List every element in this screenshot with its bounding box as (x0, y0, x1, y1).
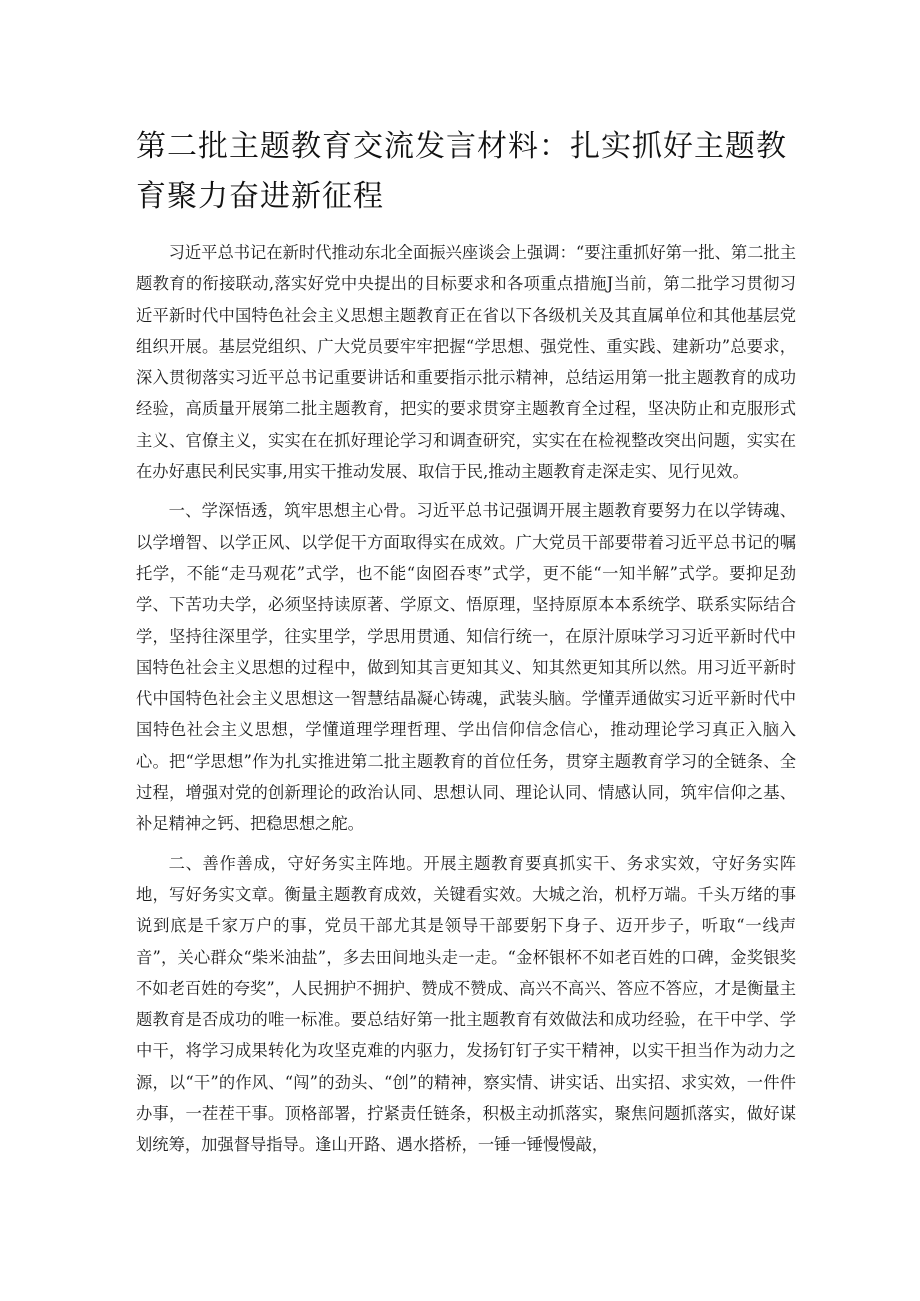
document-body (136, 237, 796, 1169)
paragraph-section-1: 一、学深悟透，筑牢思想主心骨。习近平总书记强调开展主题教育要努力在以学铸魂、以学增智、以学正风、以学促干方面取得实在成效。广大党员干部要带着习近平总书记的嘱托学，不能“走马观花”式学，也不能“囱囵吞枣”式学，更不能“一知半解”式学。要抑足劲学、下苦功夫学，必须坚持读原著、学原文、悟原理，坚持原原本本系统学、联系实际结合学，坚持往深里学，往实里学，学思用贯通、知信行统一，在原汁原味学习习近平新时代中国特色社会主义思想的过程中，做到知其言更知其义、知其然更知其所以然。用习近平新时代中国特色社会主义思想这一智慧结晶凝心铸魂，武装头脑。学懂弄通做实习近平新时代中国特色社会主义思想，学懂道理学理哲理、学出信仰信念信心，推动理论学习真正入脑入心。把“学思想”作为扎实推进第二批主题教育的首位任务，贯穿主题教育学习的全链条、全过程，增强对党的创新理论的政治认同、思想认同、理论认同、情感认同，筑牢信仰之基、补足精神之钙、把稳思想之舵。 (136, 501, 796, 834)
paragraph-section-2: 二、善作善成，守好务实主阵地。开展主题教育要真抓实干、务求实效，守好务实阵地，写好务实文章。衡量主题教育成效，关键看实效。大城之治，机杼万端。千头万绪的事说到底是千家万户的事，党员干部尤其是领导干部要躬下身子、迈开步子，听取“一线声音”，关心群众“柴米油盐”，多去田间地头走一走。“金杯银杯不如老百姓的口碑，金奖银奖不如老百姓的夸奖”，人民拥护不拥护、赞成不赞成、高兴不高兴、答应不答应，才是衡量主题教育是否成功的唯一标准。要总结好第一批主题教育有效做法和成功经验，在干中学、学中干，将学习成果转化为攻坚克难的内驱力，发扬钉钉子实干精神，以实干担当作为动力之源，以“干”的作风、“闯”的劲头、“创”的精神，察实情、讲实话、出实招、求实效，一件件办事，一茬茬干事。顶格部署，拧紧责任链条，积极主动抓落实，聚焦问题抓落实，做好谋划统筹，加强督导指导。逢山开路、遇水搭桥，一锤一锤慢慢敲， (136, 853, 796, 1155)
paragraph-intro: 习近平总书记在新时代推动东北全面振兴座谈会上强调：“要注重抓好第一批、第二批主题教育的衔接联动,落实好党中央提出的目标要求和各项重点措施J当前，第二批学习贯彻习近平新时代中国特色社会主义思想主题教育正在省以下各级机关及其直属单位和其他基层党组织开展。基层党组织、广大党员要牢牢把握“学思想、强党性、重实践、建新功”总要求，深入贯彻落实习近平总书记重要讲话和重要指示批示精神，总结运用第一批主题教育的成功经验，高质量开展第二批主题教育，把实的要求贯穿主题教育全过程，坚决防止和克服形式主义、官僚主义，实实在在抓好理论学习和调查研究，实实在在检视整改突出问题，实实在在办好惠民利民实事,用实干推动发展、取信于民,推动主题教育走深走实、见行见效。 (136, 243, 796, 482)
document-title: 第二批主题教育交流发言材料：扎实抓好主题教育聚力奋进新征程 (136, 129, 787, 214)
